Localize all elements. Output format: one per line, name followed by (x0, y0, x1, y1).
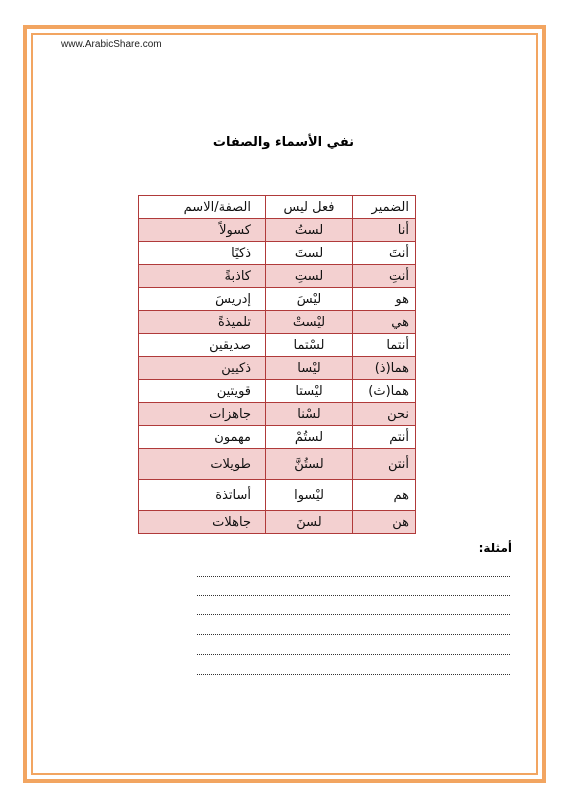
cell-pronoun: هو (353, 288, 416, 311)
cell-pronoun: أنتِ (353, 265, 416, 288)
cell-verb: لستِ (266, 265, 353, 288)
answer-line (197, 595, 510, 596)
cell-verb: لستُ (266, 219, 353, 242)
table-row (139, 426, 416, 449)
cell-pronoun: أنتن (353, 449, 416, 480)
answer-line (197, 614, 510, 615)
table-header-row (139, 196, 416, 219)
answer-line (197, 634, 510, 635)
cell-adjective: قويتين (139, 380, 266, 403)
cell-verb: ليْسوا (266, 480, 353, 511)
cell-adjective: مهمون (139, 426, 266, 449)
cell-pronoun: أنتم (353, 426, 416, 449)
cell-adjective: كاذبةً (139, 265, 266, 288)
cell-adjective: جاهلات (139, 511, 266, 534)
cell-pronoun: هما(ذ) (353, 357, 416, 380)
conjugation-table (138, 195, 416, 534)
cell-adjective: كسولاً (139, 219, 266, 242)
examples-label: أمثلة: (478, 541, 512, 555)
table-row (139, 288, 416, 311)
cell-adjective: ذكيًا (139, 242, 266, 265)
answer-line (197, 576, 510, 577)
cell-adjective: طويلات (139, 449, 266, 480)
cell-verb: لستُمْ (266, 426, 353, 449)
page-title: نفي الأسماء والصفات (212, 135, 355, 150)
cell-adjective: أساتذة (139, 480, 266, 511)
cell-verb: لستُنَّ (266, 449, 353, 480)
cell-adjective: إدريسَ (139, 288, 266, 311)
table-row (139, 449, 416, 480)
cell-adjective: جاهزات (139, 403, 266, 426)
answer-line (197, 674, 510, 675)
site-url: www.ArabicShare.com (61, 39, 162, 50)
cell-pronoun: هي (353, 311, 416, 334)
cell-pronoun: هم (353, 480, 416, 511)
cell-verb: ليْستْ (266, 311, 353, 334)
cell-pronoun: نحن (353, 403, 416, 426)
cell-verb: لسْنا (266, 403, 353, 426)
cell-verb: ليْستا (266, 380, 353, 403)
table-row (139, 265, 416, 288)
table-row (139, 219, 416, 242)
cell-verb: لسنَ (266, 511, 353, 534)
table-row (139, 334, 416, 357)
answer-line (197, 654, 510, 655)
table-row (139, 403, 416, 426)
header-pronoun: الضمير (353, 196, 416, 219)
cell-verb: لسْتما (266, 334, 353, 357)
cell-pronoun: هما(ث) (353, 380, 416, 403)
cell-adjective: ذكيين (139, 357, 266, 380)
cell-adjective: صديقين (139, 334, 266, 357)
cell-pronoun: أنا (353, 219, 416, 242)
table-row (139, 511, 416, 534)
table-row (139, 242, 416, 265)
header-verb: فعل ليس (266, 196, 353, 219)
table-row (139, 357, 416, 380)
table-row (139, 311, 416, 334)
cell-pronoun: هن (353, 511, 416, 534)
table-row (139, 380, 416, 403)
table-row (139, 480, 416, 511)
cell-verb: ليْسا (266, 357, 353, 380)
header-adjective: الصفة/الاسم (139, 196, 266, 219)
cell-adjective: تلميذةً (139, 311, 266, 334)
cell-pronoun: أنتَ (353, 242, 416, 265)
cell-pronoun: أنتما (353, 334, 416, 357)
cell-verb: ليْسَ (266, 288, 353, 311)
cell-verb: لستَ (266, 242, 353, 265)
